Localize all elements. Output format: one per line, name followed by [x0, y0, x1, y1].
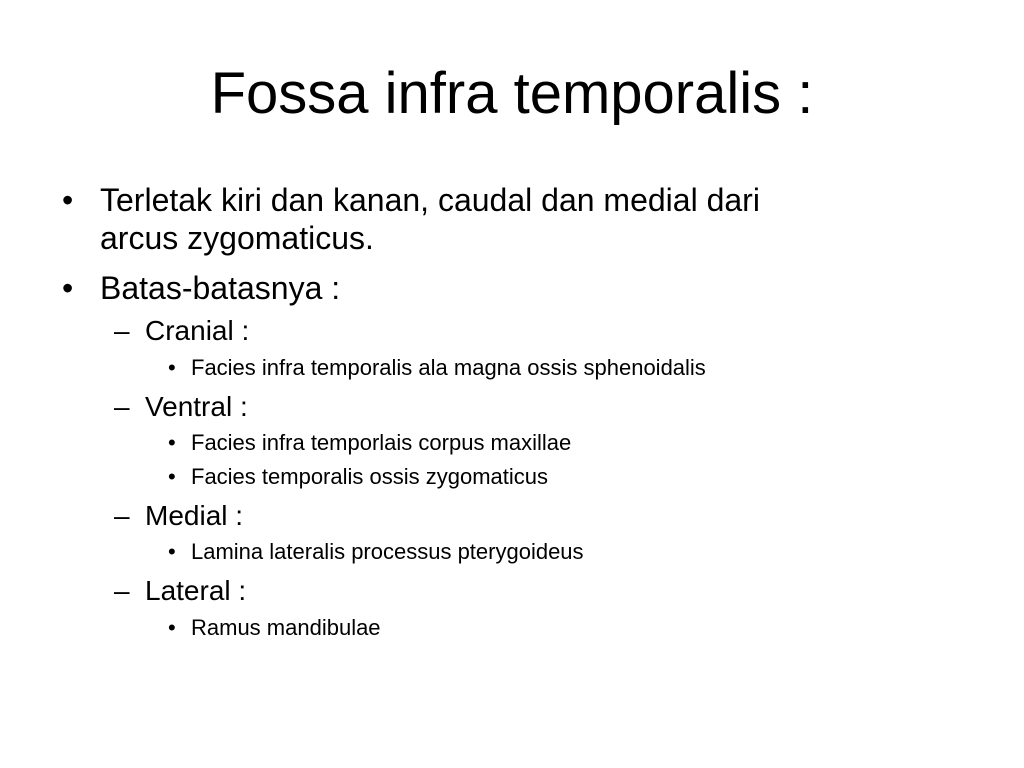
list-item: Lamina lateralis processus pterygoideus [191, 539, 584, 564]
sub-sub-bullet-marker: • [168, 355, 176, 380]
sub-sub-bullet-marker: • [168, 539, 176, 564]
bullet-text: Batas-batasnya : [100, 270, 341, 306]
section-label-lateral: Lateral : [145, 575, 247, 606]
list-item: Ramus mandibulae [191, 615, 381, 640]
sub-bullet-marker: – [114, 575, 130, 606]
section-label-medial: Medial : [145, 500, 244, 531]
bullet-marker: • [62, 270, 74, 306]
section-label-cranial: Cranial : [145, 315, 250, 346]
slide-title: Fossa infra temporalis : [210, 61, 814, 126]
bullet-marker: • [62, 182, 74, 218]
list-item: Facies temporalis ossis zygomaticus [191, 464, 549, 489]
sub-sub-bullet-marker: • [168, 615, 176, 640]
list-item: Facies infra temporlais corpus maxillae [191, 430, 572, 455]
sub-bullet-marker: – [114, 391, 130, 422]
bullet-text-line: arcus zygomaticus. [100, 220, 374, 256]
sub-sub-bullet-marker: • [168, 430, 176, 455]
section-label-ventral: Ventral : [145, 391, 248, 422]
sub-bullet-marker: – [114, 500, 130, 531]
bullet-text-line: Terletak kiri dan kanan, caudal dan medial dari [100, 182, 760, 218]
list-item: Facies infra temporalis ala magna ossis sphenoidalis [191, 355, 706, 380]
sub-bullet-marker: – [114, 315, 130, 346]
sub-sub-bullet-marker: • [168, 464, 176, 489]
